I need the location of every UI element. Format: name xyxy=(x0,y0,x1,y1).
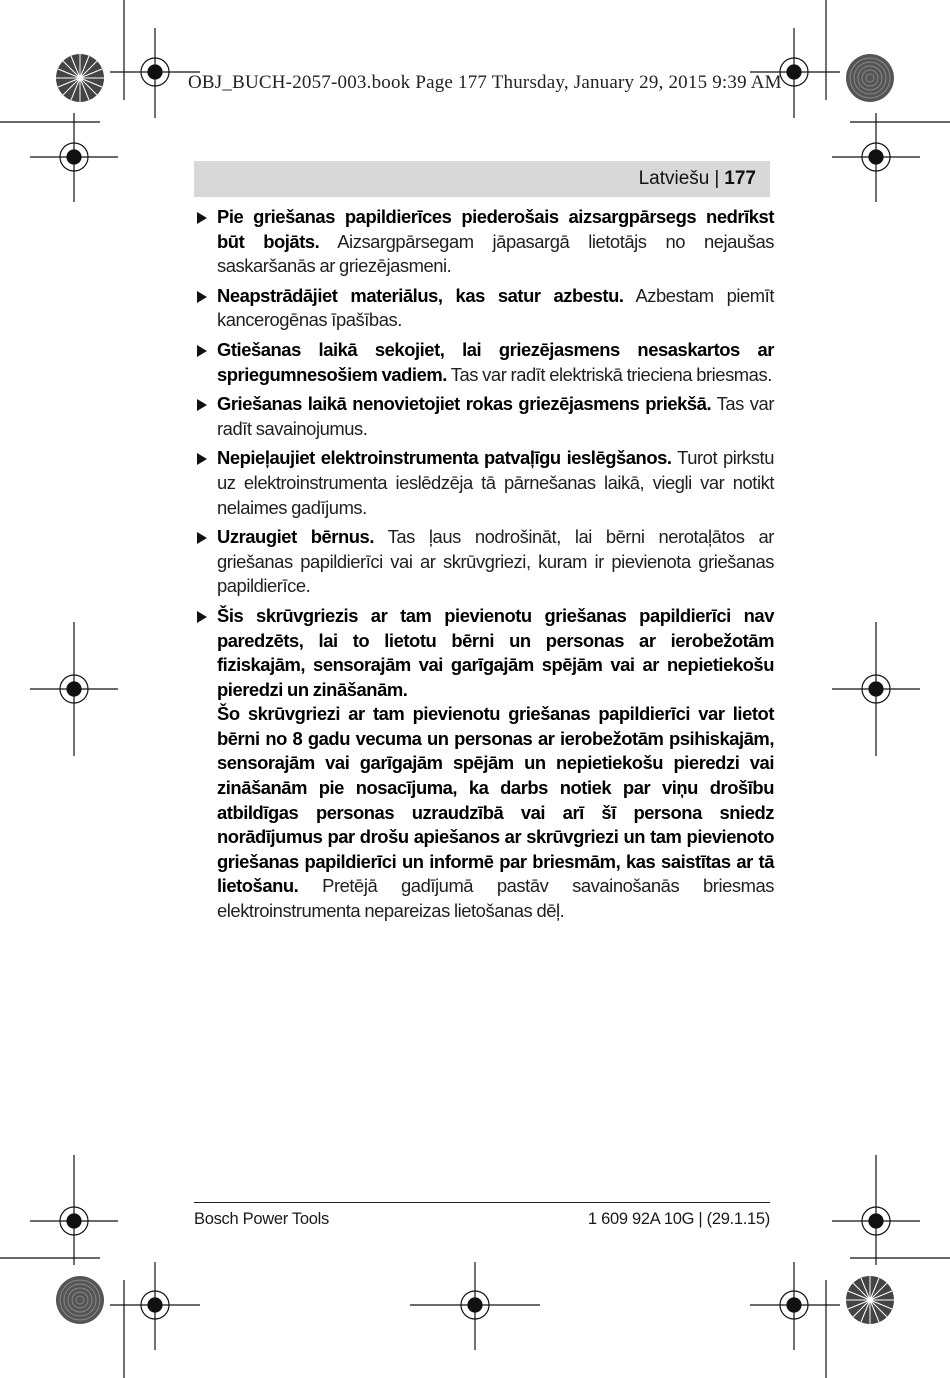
language-label: Latviešu xyxy=(638,168,710,189)
bullet-triangle-icon xyxy=(197,291,207,303)
item-regular-text: Pretējā gadījumā pastāv savainošanās briesmas elektroinstrumenta nepareizas lietošanas dēļ. xyxy=(217,875,774,922)
crosshair-target xyxy=(832,1155,920,1265)
footer-doc-code: 1 609 92A 10G | (29.1.15) xyxy=(587,1210,770,1228)
item-bold-text: Uzraugiet bērnus. xyxy=(217,526,374,548)
item-regular-text: Tas var radīt elektriskā trieciena briesmas. xyxy=(446,363,772,385)
bullet-triangle-icon xyxy=(197,453,207,465)
bullet-triangle-icon xyxy=(197,399,207,411)
page-header xyxy=(639,168,756,190)
footer-rule xyxy=(194,1202,770,1203)
list-item-text xyxy=(217,284,774,333)
print-file-header: OBJ_BUCH-2057-003.book Page 177 Thursday, January 29, 2015 9:39 AM xyxy=(188,72,782,93)
list-item-text xyxy=(217,604,774,924)
page-header-bar xyxy=(194,161,770,197)
header-separator: | xyxy=(714,168,720,189)
crosshair-target xyxy=(30,622,118,756)
footer-brand: Bosch Power Tools xyxy=(194,1210,329,1228)
circle-target xyxy=(846,54,894,102)
bullet-triangle-icon xyxy=(197,532,207,544)
item-regular-text: Azbestam piemīt kancerogēnas īpašības. xyxy=(217,284,774,331)
list-item-text xyxy=(217,525,774,599)
crosshair-target xyxy=(832,622,920,756)
list-item xyxy=(194,525,774,599)
list-item-text xyxy=(217,205,774,279)
crosshair-target xyxy=(410,1262,540,1350)
list-item-text xyxy=(217,338,774,387)
item-bold-text: Pie griešanas papildierīces piederošais aizsargpārsegs nedrīkst būt bojāts. xyxy=(217,206,774,252)
bullet-triangle-icon xyxy=(197,345,207,357)
item-bold-text: Neapstrādājiet materiālus, kas satur azbestu. xyxy=(217,284,624,306)
bullet-triangle-icon xyxy=(197,611,207,623)
list-item xyxy=(194,392,774,441)
list-item xyxy=(194,446,774,520)
circle-target xyxy=(56,1276,104,1324)
item-regular-text: Turot pirkstu uz elektroinstrumenta ieslēdzēja tā pārnešanas laikā, viegli var notikt nelaimes gadījums. xyxy=(217,447,774,518)
crosshair-target xyxy=(30,1155,118,1265)
safety-instructions xyxy=(194,205,774,929)
item-bold-text: Griešanas laikā nenovietojiet rokas griezējasmens priekšā. xyxy=(217,393,712,415)
crosshair-target xyxy=(832,113,920,202)
item-bold-text: Nepieļaujiet elektroinstrumenta patvaļīgu ieslēgšanos. xyxy=(217,447,672,469)
list-item-text xyxy=(217,392,774,441)
starburst-target xyxy=(846,1276,894,1324)
crosshair-target xyxy=(30,113,118,202)
item-bold-text: Šis skrūvgriezis ar tam pievienotu griešanas papildierīci nav paredzēts, lai to lietotu bērni un personas ar ierobežotām fiziskajām, sensorajām vai garīgajām spējām vai ar nepietiekošu pieredzi un zināšanām. xyxy=(217,604,774,700)
list-item xyxy=(194,604,774,924)
list-item xyxy=(194,205,774,279)
list-item-text xyxy=(217,446,774,520)
item-bold-text-continued: Šo skrūvgriezi ar tam pievienotu griešanas papildierīci var lietot bērni no 8 gadu vecuma un personas ar ierobežotām psihiskajām, sensorajām vai garīgajām spējām un nepietiekošu pieredzi vai zināšanām pie nosacījuma, ka darbs notiek par viņu drošību atbildīgas personas uzraudzībā vai arī šī persona sniedz norādījumus par drošu apiešanos ar skrūvgriezi un tam pievienoto griešanas papildierīci un informē par briesmām, kas saistītas ar tā lietošanu. xyxy=(217,703,774,897)
item-regular-text: Tas var radīt savainojumus. xyxy=(217,393,774,439)
list-item xyxy=(194,338,774,387)
starburst-target xyxy=(56,54,104,102)
list-item xyxy=(194,284,774,333)
item-regular-text: Tas ļaus nodrošināt, lai bērni nerotaļātos ar griešanas papildierīci vai ar skrūvgriezi, kuram ir pievienota griešanas papildierīce. xyxy=(217,526,774,597)
item-regular-text: Aizsargpārsegam jāpasargā lietotājs no nejaušas saskaršanās ar griezējasmeni. xyxy=(217,230,774,277)
page-number: 177 xyxy=(724,168,756,189)
item-bold-text: Gtiešanas laikā sekojiet, lai griezējasmens nesaskartos ar spriegumnesošiem vadiem. xyxy=(217,338,774,385)
bullet-triangle-icon xyxy=(197,212,207,224)
